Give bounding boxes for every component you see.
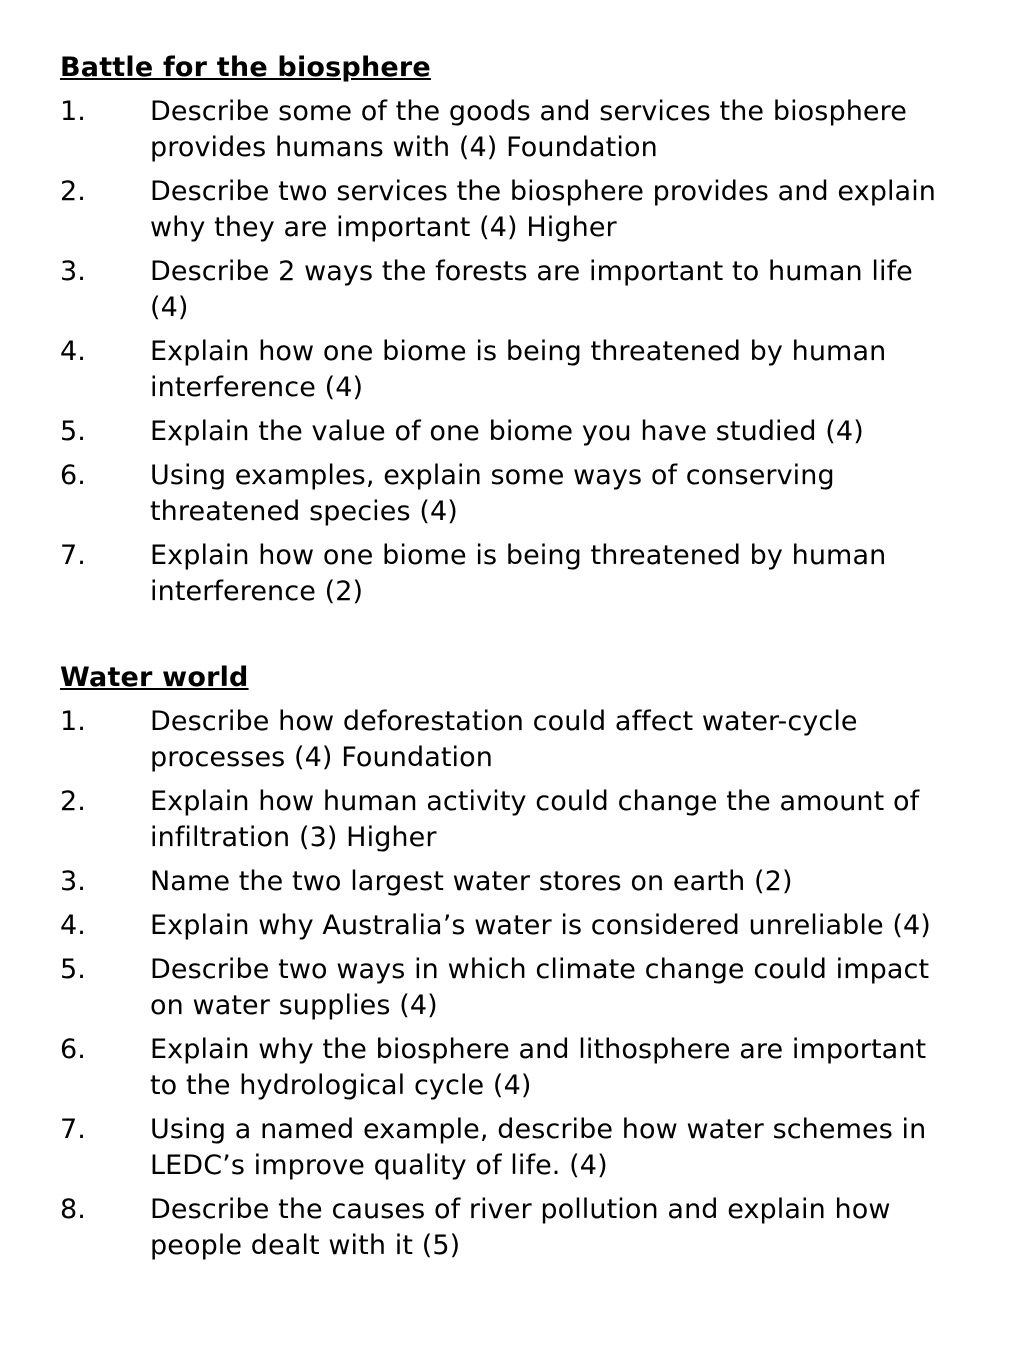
section-battle-for-the-biosphere	[60, 50, 960, 610]
item-text: Describe two ways in which climate change could impact on water supplies (4)	[150, 954, 930, 1021]
item-text: Explain why the biosphere and lithosphere are important to the hydrological cycle (4)	[150, 1034, 927, 1101]
item-number: 5.	[60, 416, 86, 447]
item-text: Describe two services the biosphere provides and explain why they are important (4) Higher	[150, 176, 937, 243]
item-number: 7.	[60, 540, 86, 571]
list-item	[60, 1112, 960, 1184]
section-heading: Water world	[60, 662, 249, 693]
item-text: Describe the causes of river pollution and explain how people dealt with it (5)	[150, 1194, 891, 1261]
item-number: 1.	[60, 96, 86, 127]
item-text: Using examples, explain some ways of conserving threatened species (4)	[150, 460, 835, 527]
item-number: 4.	[60, 336, 86, 367]
item-number: 7.	[60, 1114, 86, 1145]
item-text: Name the two largest water stores on earth (2)	[150, 866, 793, 897]
list-item	[60, 704, 960, 776]
list-item	[60, 864, 960, 900]
document-page	[60, 50, 960, 1314]
list-item	[60, 254, 960, 326]
item-number: 4.	[60, 910, 86, 941]
item-number: 3.	[60, 256, 86, 287]
list-item	[60, 952, 960, 1024]
section-water-world	[60, 660, 960, 1264]
section-heading: Battle for the biosphere	[60, 52, 431, 83]
item-number: 6.	[60, 460, 86, 491]
item-text: Describe some of the goods and services the biosphere provides humans with (4) Foundation	[150, 96, 907, 163]
item-text: Describe how deforestation could affect water-cycle processes (4) Foundation	[150, 706, 858, 773]
item-number: 8.	[60, 1194, 86, 1225]
list-item	[60, 538, 960, 610]
list-item	[60, 1192, 960, 1264]
list-item	[60, 174, 960, 246]
list-item	[60, 458, 960, 530]
item-number: 2.	[60, 786, 86, 817]
item-text: Explain the value of one biome you have studied (4)	[150, 416, 864, 447]
item-text: Explain how human activity could change the amount of infiltration (3) Higher	[150, 786, 920, 853]
list-item	[60, 908, 960, 944]
item-text: Explain how one biome is being threatened by human interference (2)	[150, 540, 887, 607]
item-text: Using a named example, describe how water schemes in LEDC’s improve quality of life. (4)	[150, 1114, 927, 1181]
list-item	[60, 1032, 960, 1104]
item-text: Explain how one biome is being threatened by human interference (4)	[150, 336, 887, 403]
item-number: 6.	[60, 1034, 86, 1065]
item-number: 1.	[60, 706, 86, 737]
item-number: 3.	[60, 866, 86, 897]
list-item	[60, 414, 960, 450]
item-number: 5.	[60, 954, 86, 985]
list-item	[60, 784, 960, 856]
item-number: 2.	[60, 176, 86, 207]
list-item	[60, 94, 960, 166]
item-text: Describe 2 ways the forests are important to human life (4)	[150, 256, 913, 323]
list-item	[60, 334, 960, 406]
item-text: Explain why Australia’s water is considered unreliable (4)	[150, 910, 931, 941]
